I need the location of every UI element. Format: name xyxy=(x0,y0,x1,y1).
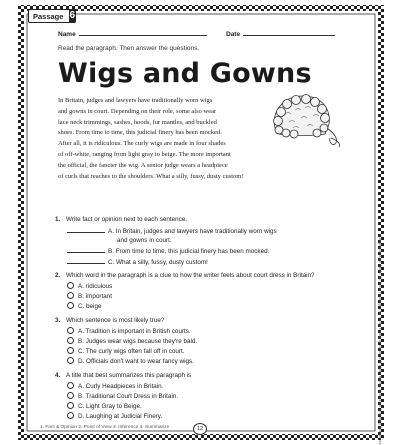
option-text: A. ridiculous xyxy=(78,283,113,290)
question-prompt: Which sentence is most likely true? xyxy=(66,317,165,324)
question-number: 2. xyxy=(55,272,61,279)
option-text: D. Laughing at Judicial Finery. xyxy=(78,413,163,420)
question-4 xyxy=(55,372,191,379)
question-2 xyxy=(55,272,315,279)
option-text: A. Tradition is important in British courts. xyxy=(78,328,191,335)
answer-blank[interactable] xyxy=(67,263,105,264)
radio-circle-icon[interactable] xyxy=(67,347,74,354)
question-prompt: Which word in the paragraph is a clue to how the writer feels about court dress in Britain? xyxy=(66,272,315,279)
paragraph-line: and gowns in court. Depending on their role, some also wear xyxy=(58,107,217,115)
name-field[interactable] xyxy=(58,31,207,38)
question-number: 1. xyxy=(55,216,61,223)
answer-blank[interactable] xyxy=(67,232,105,233)
radio-circle-icon[interactable] xyxy=(67,337,74,344)
passage-tab xyxy=(28,9,76,23)
paragraph-line: lace neck trimmings, sashes, hoods, fur mantles, and buckled xyxy=(58,118,217,126)
copyright-sidebar: Comprehension Skills: 40 Short Passages for Close Reading: Grade 5 © Linda Beech, Scholastic Teaching Resources xyxy=(378,235,383,445)
q3-option-b[interactable] xyxy=(67,337,197,345)
paragraph-line: of curls that reaches to the shoulders. What a silly, fussy, dusty custom! xyxy=(58,172,244,180)
q4-option-d[interactable] xyxy=(67,412,162,420)
q4-option-c[interactable] xyxy=(67,402,142,410)
option-text: A. Curly Headpieces in Britain. xyxy=(78,383,164,390)
question-3 xyxy=(55,317,164,324)
q1-item-a-cont: and gowns in court. xyxy=(117,237,172,244)
radio-circle-icon[interactable] xyxy=(67,392,74,399)
name-label: Name xyxy=(58,31,76,38)
q4-option-a[interactable] xyxy=(67,382,163,390)
question-prompt: A title that best summarizes this paragraph is xyxy=(66,372,192,379)
q3-option-c[interactable] xyxy=(67,347,185,355)
radio-circle-icon[interactable] xyxy=(67,327,74,334)
option-text: B. Judges wear wigs because they're bald. xyxy=(78,338,198,345)
question-number: 3. xyxy=(55,317,61,324)
option-text: B. important xyxy=(78,293,112,300)
q1-item-a-text: A. In Britain, judges and lawyers have traditionally worn wigs xyxy=(108,228,277,235)
answer-blank[interactable] xyxy=(67,252,105,253)
judge-wig-illustration xyxy=(265,90,347,148)
passage-number: 6 xyxy=(69,10,76,21)
q3-option-d[interactable] xyxy=(67,357,194,365)
radio-circle-icon[interactable] xyxy=(67,402,74,409)
paragraph-line: shoes. From time to time, this judicial finery has been mocked. xyxy=(58,129,222,137)
option-text: B. Traditional Court Dress in Britain. xyxy=(78,393,179,400)
q3-option-a[interactable] xyxy=(67,327,191,335)
question-number: 4. xyxy=(55,372,61,379)
radio-circle-icon[interactable] xyxy=(67,357,74,364)
page-number: 12 xyxy=(193,423,207,435)
page-title: Wigs and Gowns xyxy=(58,58,312,89)
radio-circle-icon[interactable] xyxy=(67,412,74,419)
paragraph-line: In Britain, judges and lawyers have traditionally worn wigs xyxy=(58,97,213,104)
radio-circle-icon[interactable] xyxy=(67,302,74,309)
radio-circle-icon[interactable] xyxy=(67,292,74,299)
paragraph-line: the official, the fancier the wig. A senior judge wears a headpiece xyxy=(58,161,228,169)
date-label: Date xyxy=(226,31,241,38)
option-text: C. Light Gray to Beige. xyxy=(78,403,142,410)
paragraph-line: After all, it is ridiculous. The curly wigs are made in four shades xyxy=(58,140,226,148)
question-prompt: Write fact or opinion next to each sentence. xyxy=(66,216,187,223)
q1-item-a xyxy=(67,228,277,235)
q2-option-b[interactable] xyxy=(67,292,112,300)
q2-option-a[interactable] xyxy=(67,282,112,290)
option-text: C. beige xyxy=(78,303,102,310)
q1-item-c xyxy=(67,259,208,266)
skills-footer: 1. Fact & Opinion 2. Point of View 3. Inference 4. Summarize xyxy=(40,425,170,430)
option-text: D. Officials don't want to wear fancy wigs. xyxy=(78,358,194,365)
q1-item-b-text: B. From time to time, this judicial finery has been mocked. xyxy=(108,248,270,255)
question-1 xyxy=(55,216,187,223)
q1-item-b xyxy=(67,248,269,255)
passage-label: Passage xyxy=(33,11,64,21)
instructions: Read the paragraph. Then answer the questions. xyxy=(58,45,200,52)
date-field[interactable] xyxy=(226,31,335,38)
radio-circle-icon[interactable] xyxy=(67,382,74,389)
q1-item-c-text: C. What a silly, fussy, dusty custom! xyxy=(108,259,208,266)
q4-option-b[interactable] xyxy=(67,392,178,400)
option-text: C. The curly wigs often fall off in court. xyxy=(78,348,185,355)
paragraph-line: of off-white, ranging from light gray to beige. The more important xyxy=(58,150,231,158)
radio-circle-icon[interactable] xyxy=(67,282,74,289)
q2-option-c[interactable] xyxy=(67,302,101,310)
